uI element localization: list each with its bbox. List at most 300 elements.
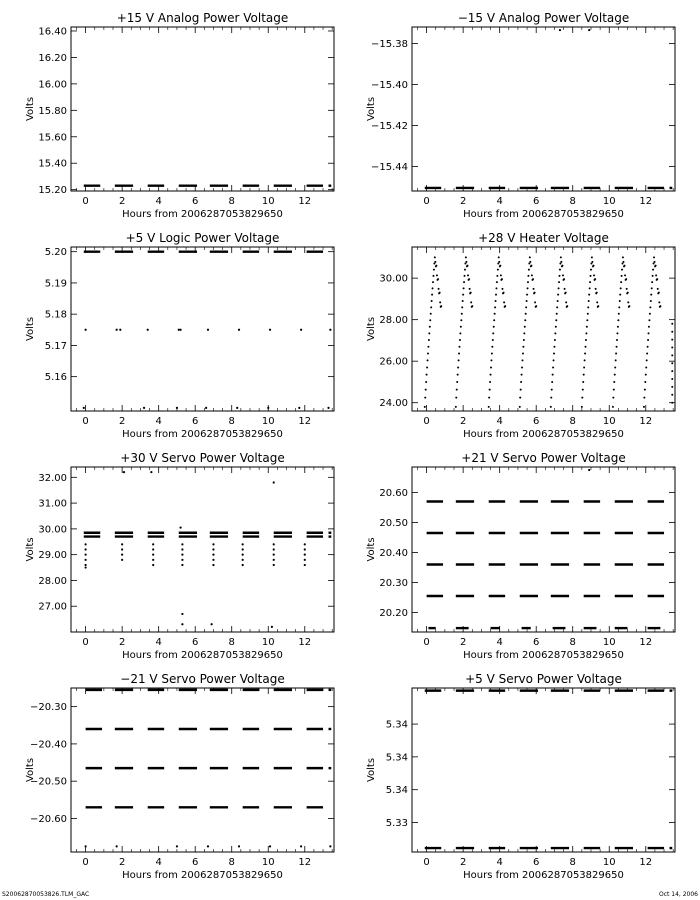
y-tick-label: 29.00 [38,550,67,562]
data-point [534,292,536,294]
data-point [565,301,567,303]
footer-date: Oct 14, 2006 [659,891,698,898]
chart-title: +5 V Servo Power Voltage [465,672,622,686]
data-point [524,326,526,328]
data-point [457,374,459,376]
data-point [304,543,306,545]
data-point [648,326,650,328]
x-axis-label: Hours from 2006287053829650 [463,429,624,440]
x-tick-label: 10 [602,416,616,427]
data-point [521,359,523,361]
data-point [176,845,178,847]
plot-frame [412,247,675,411]
data-point [649,313,651,315]
data-point [456,389,458,391]
x-tick-label: 2 [118,416,126,427]
data-point [273,559,275,561]
data-point [596,292,598,294]
data-point [555,326,557,328]
y-tick-label: 15.40 [38,158,67,170]
data-point [519,406,521,408]
x-tick-label: 6 [192,196,199,207]
data-point [533,288,535,290]
data-point [527,287,529,289]
x-tick-label: 12 [298,196,312,207]
y-tick-label: −15.40 [370,79,408,91]
x-tick-label: 6 [192,416,199,427]
data-point [627,292,629,294]
data-point [181,548,183,550]
data-point [525,306,527,308]
data-point [432,275,434,277]
data-point [584,359,586,361]
data-point [646,353,648,355]
y-tick-label: 15.60 [38,132,67,144]
x-axis-label: Hours from 2006287053829650 [122,209,283,220]
data-point [458,359,460,361]
data-point [581,397,583,399]
x-tick-label: 4 [155,416,162,427]
y-axis-label: Volts [366,757,377,783]
data-point [273,481,275,483]
y-tick-label: −15.44 [370,161,408,173]
data-point [621,275,623,277]
data-point [655,274,657,276]
x-tick-label: 6 [533,196,540,207]
x-tick-label: 0 [82,416,89,427]
data-point [269,329,271,331]
data-point [552,366,554,368]
data-point [434,256,436,258]
chart-panel-5 [25,451,334,661]
y-axis-label: Volts [366,537,377,562]
data-point [671,346,673,348]
y-tick-label: −20.50 [29,776,67,788]
data-point [211,623,213,625]
data-point [560,261,562,263]
data-point [521,366,523,368]
data-point [527,275,529,277]
data-point [116,845,118,847]
data-point [585,339,587,341]
x-tick-label: 4 [155,857,162,868]
data-point [488,397,490,399]
y-tick-label: 20.50 [379,518,408,529]
data-point [460,326,462,328]
x-tick-label: 0 [423,196,430,207]
data-point [426,366,428,368]
data-point [520,381,522,383]
data-point [490,359,492,361]
data-point [432,287,434,289]
y-axis-label: Volts [25,316,36,342]
x-tick-label: 8 [228,196,235,207]
x-tick-label: 2 [459,637,467,648]
data-point [554,339,556,341]
chart-panel-3 [25,231,334,440]
data-point [181,554,183,556]
data-point [465,256,467,258]
data-point [427,346,429,348]
y-tick-label: 5.17 [44,340,67,352]
data-point [85,845,87,847]
x-tick-label: 4 [496,857,503,868]
data-point [491,346,493,348]
data-point [238,845,240,847]
data-point [429,326,431,328]
data-point [455,397,457,399]
data-point [152,559,154,561]
data-point [622,261,624,263]
data-point [425,389,427,391]
x-tick-label: 12 [298,416,312,427]
chart-title: +15 V Analog Power Voltage [116,11,289,25]
data-point [559,269,561,271]
data-point [492,339,494,341]
plot-frame [71,688,334,852]
y-tick-label: 20.30 [379,578,408,589]
chart-panel-8 [366,672,675,881]
data-point [300,329,302,331]
x-tick-label: 6 [533,857,540,868]
data-point [558,275,560,277]
x-tick-label: 6 [192,857,199,868]
y-tick-label: −20.40 [29,739,67,751]
x-tick-label: 2 [118,857,126,868]
y-tick-label: −15.38 [370,38,408,50]
x-tick-label: 0 [423,637,430,648]
data-point [550,397,552,399]
data-point [671,370,673,372]
data-point [236,407,238,409]
data-point [551,381,553,383]
x-tick-label: 8 [569,637,576,648]
data-point [499,265,501,267]
data-point [431,300,433,302]
y-axis-label: Volts [366,96,377,122]
x-tick-label: 6 [533,416,540,427]
data-point [650,300,652,302]
data-point [589,287,591,289]
plot-frame [412,688,675,852]
y-axis-label: Volts [366,316,377,342]
x-tick-label: 2 [118,196,126,207]
data-point [431,294,433,296]
data-point [181,564,183,566]
data-point [658,292,660,294]
data-point [563,278,565,280]
data-point [624,265,626,267]
data-point [585,332,587,334]
chart-title: +21 V Servo Power Voltage [461,451,626,465]
data-point [83,407,85,409]
data-point [644,389,646,391]
data-point [460,319,462,321]
y-tick-label: −20.60 [29,813,67,825]
data-point [298,407,300,409]
data-point [612,406,614,408]
x-tick-label: 0 [82,637,89,648]
data-point [267,407,269,409]
data-point [468,278,470,280]
data-point [596,301,598,303]
data-point [212,554,214,556]
data-point [615,359,617,361]
data-point [85,329,87,331]
y-tick-label: 5.19 [44,278,67,290]
data-point [429,319,431,321]
data-point [457,366,459,368]
data-point [242,559,244,561]
x-axis-label: Hours from 2006287053829650 [463,650,624,661]
data-point [493,319,495,321]
data-point [304,548,306,550]
data-point [555,319,557,321]
data-point [85,564,87,566]
data-point [207,845,209,847]
data-point [438,288,440,290]
data-point [152,564,154,566]
chart-title: +5 V Logic Power Voltage [125,231,280,245]
data-point [152,543,154,545]
data-point [123,471,125,473]
x-tick-label: 0 [82,857,89,868]
data-point [496,281,498,283]
data-point [671,362,673,364]
x-tick-label: 10 [261,637,275,648]
data-point [525,313,527,315]
data-point [647,339,649,341]
data-point [554,332,556,334]
x-tick-label: 8 [569,857,576,868]
data-point [526,300,528,302]
data-point [523,332,525,334]
data-point [463,287,465,289]
y-tick-label: 5.16 [44,372,67,384]
chart-title: +30 V Servo Power Voltage [120,451,285,465]
data-point [490,366,492,368]
data-point [671,394,673,396]
chart-title: +28 V Heater Voltage [478,231,609,245]
data-point [657,288,659,290]
data-point [461,306,463,308]
x-tick-label: 6 [192,637,199,648]
data-point [588,469,590,471]
x-tick-label: 12 [298,857,312,868]
y-axis-label: Volts [25,96,36,122]
data-point [238,329,240,331]
data-point [273,564,275,566]
data-point [562,274,564,276]
data-point [461,313,463,315]
data-point [551,389,553,391]
data-point [440,305,442,307]
data-point [498,256,500,258]
x-tick-label: 8 [228,857,235,868]
data-point [496,275,498,277]
data-point [671,402,673,404]
y-tick-label: 28.00 [38,575,67,587]
data-point [527,281,529,283]
data-point [490,374,492,376]
x-axis-label: Hours from 2006287053829650 [122,870,283,881]
data-point [436,274,438,276]
data-point [85,543,87,545]
data-point [591,261,593,263]
y-tick-label: 31.00 [38,498,67,510]
data-point [614,366,616,368]
data-point [428,339,430,341]
data-point [558,281,560,283]
x-tick-label: 4 [155,196,162,207]
data-point [530,265,532,267]
y-tick-label: 5.34 [385,719,408,731]
data-point [242,543,244,545]
plot-frame [412,467,675,632]
footer-filename: S20062870053826.TLM_GAC [2,891,90,898]
data-point [616,346,618,348]
data-point [430,306,432,308]
data-point [656,278,658,280]
data-point [119,329,121,331]
data-point [271,626,273,628]
x-tick-label: 12 [639,857,653,868]
data-point [181,559,183,561]
chart-panel-4 [366,231,675,440]
data-point [627,301,629,303]
y-tick-label: 5.34 [385,752,408,764]
x-axis-label: Hours from 2006287053829650 [463,870,624,881]
data-point [329,845,331,847]
data-point [121,554,123,556]
data-point [458,346,460,348]
data-point [584,353,586,355]
y-tick-label: 20.40 [379,548,408,559]
data-point [619,300,621,302]
data-point [553,346,555,348]
y-axis-label: Volts [25,757,36,783]
data-point [503,292,505,294]
x-tick-label: 6 [533,637,540,648]
data-point [121,559,123,561]
x-tick-label: 10 [261,857,275,868]
data-point [594,278,596,280]
data-point [658,301,660,303]
y-tick-label: −15.42 [370,120,408,132]
chart-title: −15 V Analog Power Voltage [457,11,630,25]
plot-frame [71,27,334,191]
y-tick-label: 15.20 [38,185,67,197]
data-point [652,269,654,271]
data-point [469,288,471,290]
data-point [615,353,617,355]
data-point [207,329,209,331]
data-point [462,294,464,296]
data-point [439,301,441,303]
y-tick-label: 16.20 [38,52,67,64]
y-tick-label: 30.00 [38,524,67,536]
data-point [181,543,183,545]
data-point [671,323,673,325]
plot-frame [71,247,334,411]
data-point [645,374,647,376]
data-point [300,845,302,847]
y-tick-label: 16.40 [38,26,67,38]
data-point [566,305,568,307]
data-point [212,548,214,550]
data-point [85,559,87,561]
data-point [653,256,655,258]
data-point [618,306,620,308]
data-point [671,386,673,388]
data-point [550,406,552,408]
data-point [589,281,591,283]
data-point [650,294,652,296]
data-point [646,359,648,361]
data-point [597,305,599,307]
data-point [558,287,560,289]
data-point [503,301,505,303]
x-tick-label: 10 [602,857,616,868]
x-tick-label: 12 [639,416,653,427]
x-axis-label: Hours from 2006287053829650 [463,209,624,220]
data-point [147,329,149,331]
data-point [498,261,500,263]
data-point [617,319,619,321]
data-point [619,294,621,296]
data-point [181,613,183,615]
y-tick-label: 5.33 [385,817,408,829]
data-point [433,269,435,271]
data-point [152,554,154,556]
data-point [552,374,554,376]
data-point [494,313,496,315]
y-tick-label: 5.20 [44,247,67,259]
data-point [649,306,651,308]
x-tick-label: 8 [569,196,576,207]
plot-frame [412,27,675,191]
data-point [556,306,558,308]
x-tick-label: 10 [602,196,616,207]
data-point [304,559,306,561]
data-point [495,300,497,302]
data-point [430,313,432,315]
data-point [583,366,585,368]
data-point [273,543,275,545]
x-tick-label: 4 [496,416,503,427]
data-point [582,389,584,391]
y-tick-label: 24.00 [379,398,408,410]
data-point [671,339,673,341]
data-point [85,548,87,550]
data-point [428,332,430,334]
data-point [557,294,559,296]
data-point [427,359,429,361]
data-point [519,397,521,399]
data-point [671,378,673,380]
data-point [116,329,118,331]
data-point [212,564,214,566]
data-point [179,526,181,528]
data-point [612,397,614,399]
data-point [643,406,645,408]
data-point [470,292,472,294]
data-point [462,300,464,302]
data-point [304,554,306,556]
data-point [504,305,506,307]
x-tick-label: 8 [569,416,576,427]
data-point [616,332,618,334]
